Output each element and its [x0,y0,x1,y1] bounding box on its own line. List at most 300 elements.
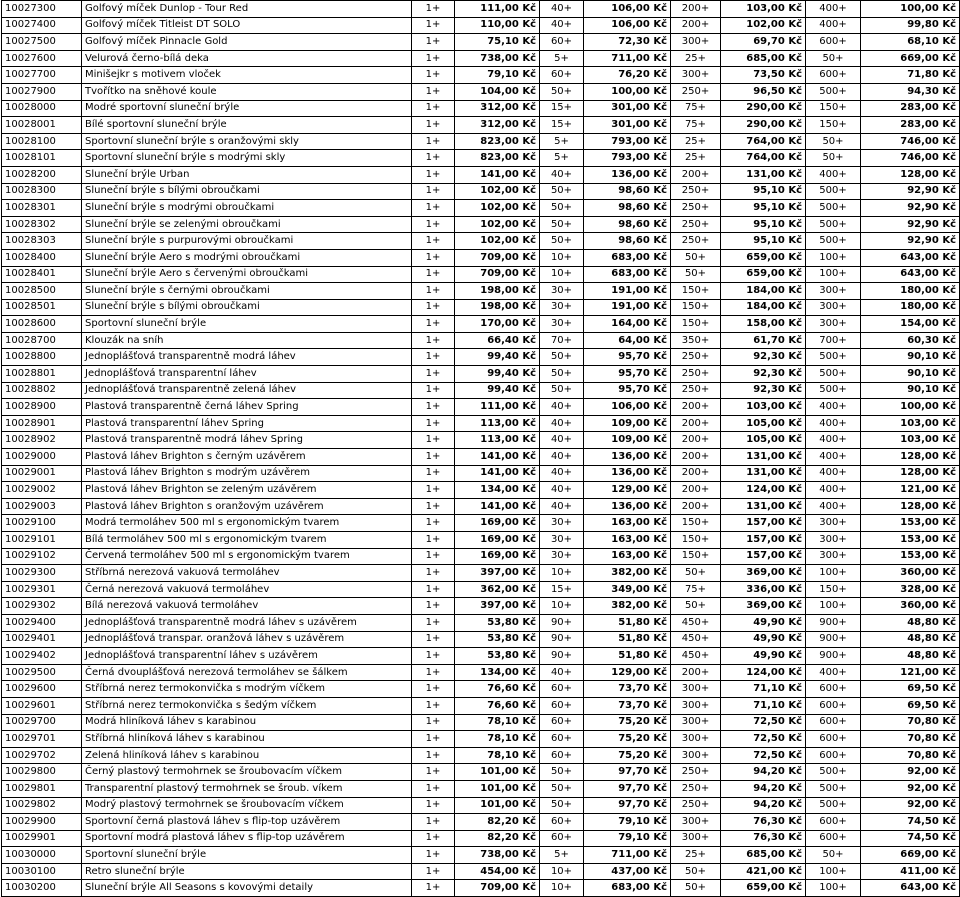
price-tier-3-cell: 76,30 Kč [721,814,806,831]
product-code-cell: 10028000 [2,100,82,117]
price-tier-4-cell: 643,00 Kč [861,249,960,266]
price-tier-4-cell: 411,00 Kč [861,863,960,880]
qty-tier-3-cell: 250+ [671,780,721,797]
price-tier-2-cell: 51,80 Kč [584,648,671,665]
price-tier-2-cell: 64,00 Kč [584,332,671,349]
qty-tier-2-cell: 30+ [540,548,584,565]
price-tier-4-cell: 92,00 Kč [861,780,960,797]
product-code-cell: 10027700 [2,67,82,84]
table-row [2,17,960,34]
price-tier-1-cell: 99,40 Kč [455,382,540,399]
qty-tier-1-cell: 1+ [412,731,455,748]
qty-tier-3-cell: 250+ [671,233,721,250]
price-tier-1-cell: 102,00 Kč [455,183,540,200]
price-tier-2-cell: 382,00 Kč [584,565,671,582]
product-code-cell: 10029700 [2,714,82,731]
qty-tier-4-cell: 500+ [806,382,861,399]
product-name-cell: Plastová transparentně černá láhev Spring [82,399,412,416]
price-tier-1-cell: 134,00 Kč [455,482,540,499]
price-tier-3-cell: 105,00 Kč [721,415,806,432]
price-tier-1-cell: 823,00 Kč [455,150,540,167]
qty-tier-3-cell: 250+ [671,366,721,383]
price-tier-4-cell: 74,50 Kč [861,814,960,831]
qty-tier-3-cell: 250+ [671,216,721,233]
qty-tier-4-cell: 300+ [806,283,861,300]
product-name-cell: Sluneční brýle s bílými obroučkami [82,183,412,200]
price-tier-2-cell: 75,20 Kč [584,714,671,731]
qty-tier-3-cell: 250+ [671,183,721,200]
table-row [2,880,960,897]
qty-tier-4-cell: 500+ [806,780,861,797]
qty-tier-1-cell: 1+ [412,548,455,565]
qty-tier-4-cell: 50+ [806,133,861,150]
product-name-cell: Jednoplášťová transparentní láhev s uzávěrem [82,648,412,665]
price-tier-1-cell: 134,00 Kč [455,664,540,681]
price-tier-3-cell: 685,00 Kč [721,50,806,67]
product-code-cell: 10029802 [2,797,82,814]
price-tier-3-cell: 76,30 Kč [721,830,806,847]
price-tier-2-cell: 793,00 Kč [584,150,671,167]
qty-tier-4-cell: 400+ [806,465,861,482]
product-name-cell: Zelená hliníková láhev s karabinou [82,747,412,764]
price-tier-3-cell: 95,10 Kč [721,200,806,217]
qty-tier-3-cell: 50+ [671,249,721,266]
price-tier-4-cell: 283,00 Kč [861,100,960,117]
product-name-cell: Sportovní černá plastová láhev s flip-top uzávěrem [82,814,412,831]
qty-tier-4-cell: 500+ [806,233,861,250]
qty-tier-3-cell: 150+ [671,515,721,532]
qty-tier-3-cell: 75+ [671,117,721,134]
product-name-cell: Modrý plastový termohrnek se šroubovacím víčkem [82,797,412,814]
product-name-cell: Sluneční brýle Aero s modrými obroučkami [82,249,412,266]
price-tier-2-cell: 163,00 Kč [584,548,671,565]
price-tier-3-cell: 369,00 Kč [721,598,806,615]
product-name-cell: Modrá hliníková láhev s karabinou [82,714,412,731]
qty-tier-2-cell: 40+ [540,498,584,515]
product-code-cell: 10029001 [2,465,82,482]
table-row [2,565,960,582]
table-row [2,399,960,416]
qty-tier-2-cell: 50+ [540,183,584,200]
qty-tier-2-cell: 90+ [540,631,584,648]
product-name-cell: Minišejkr s motivem vloček [82,67,412,84]
table-row [2,614,960,631]
product-name-cell: Stříbrná nerezová vakuová termoláhev [82,565,412,582]
qty-tier-2-cell: 50+ [540,780,584,797]
qty-tier-3-cell: 300+ [671,34,721,51]
product-code-cell: 10027500 [2,34,82,51]
product-code-cell: 10028302 [2,216,82,233]
product-code-cell: 10029402 [2,648,82,665]
qty-tier-3-cell: 50+ [671,863,721,880]
price-tier-2-cell: 95,70 Kč [584,366,671,383]
product-code-cell: 10029901 [2,830,82,847]
qty-tier-2-cell: 60+ [540,697,584,714]
qty-tier-3-cell: 300+ [671,697,721,714]
product-code-cell: 10027300 [2,1,82,18]
product-code-cell: 10029800 [2,764,82,781]
price-tier-3-cell: 72,50 Kč [721,714,806,731]
qty-tier-3-cell: 150+ [671,283,721,300]
product-name-cell: Jednoplášťová transparentně modrá láhev [82,349,412,366]
qty-tier-1-cell: 1+ [412,183,455,200]
qty-tier-1-cell: 1+ [412,50,455,67]
qty-tier-1-cell: 1+ [412,233,455,250]
qty-tier-2-cell: 10+ [540,880,584,897]
price-tier-4-cell: 153,00 Kč [861,532,960,549]
price-tier-1-cell: 99,40 Kč [455,366,540,383]
qty-tier-2-cell: 50+ [540,233,584,250]
qty-tier-4-cell: 100+ [806,598,861,615]
qty-tier-2-cell: 50+ [540,200,584,217]
qty-tier-3-cell: 300+ [671,714,721,731]
product-name-cell: Sluneční brýle se zelenými obroučkami [82,216,412,233]
price-tier-1-cell: 169,00 Kč [455,515,540,532]
qty-tier-4-cell: 600+ [806,34,861,51]
qty-tier-1-cell: 1+ [412,316,455,333]
product-code-cell: 10030200 [2,880,82,897]
price-tier-3-cell: 95,10 Kč [721,216,806,233]
price-tier-4-cell: 643,00 Kč [861,880,960,897]
table-row [2,581,960,598]
qty-tier-3-cell: 200+ [671,399,721,416]
qty-tier-3-cell: 300+ [671,830,721,847]
product-code-cell: 10030000 [2,847,82,864]
qty-tier-1-cell: 1+ [412,299,455,316]
qty-tier-1-cell: 1+ [412,200,455,217]
table-row [2,283,960,300]
product-name-cell: Transparentní plastový termohrnek se šroub. víkem [82,780,412,797]
product-code-cell: 10028101 [2,150,82,167]
price-tier-3-cell: 102,00 Kč [721,17,806,34]
product-code-cell: 10029102 [2,548,82,565]
qty-tier-1-cell: 1+ [412,399,455,416]
price-tier-4-cell: 94,30 Kč [861,83,960,100]
price-tier-1-cell: 362,00 Kč [455,581,540,598]
price-tier-3-cell: 158,00 Kč [721,316,806,333]
price-tier-2-cell: 711,00 Kč [584,847,671,864]
qty-tier-1-cell: 1+ [412,863,455,880]
product-name-cell: Červená termoláhev 500 ml s ergonomickým tvarem [82,548,412,565]
price-tier-2-cell: 164,00 Kč [584,316,671,333]
qty-tier-1-cell: 1+ [412,266,455,283]
qty-tier-1-cell: 1+ [412,814,455,831]
qty-tier-1-cell: 1+ [412,714,455,731]
qty-tier-1-cell: 1+ [412,880,455,897]
qty-tier-2-cell: 90+ [540,614,584,631]
qty-tier-4-cell: 300+ [806,515,861,532]
price-tier-4-cell: 360,00 Kč [861,565,960,582]
qty-tier-2-cell: 10+ [540,863,584,880]
qty-tier-2-cell: 30+ [540,515,584,532]
table-row [2,366,960,383]
price-tier-4-cell: 128,00 Kč [861,449,960,466]
price-tier-1-cell: 738,00 Kč [455,50,540,67]
price-tier-1-cell: 53,80 Kč [455,631,540,648]
qty-tier-1-cell: 1+ [412,498,455,515]
qty-tier-3-cell: 50+ [671,266,721,283]
price-tier-4-cell: 70,80 Kč [861,747,960,764]
price-tier-4-cell: 90,10 Kč [861,382,960,399]
qty-tier-2-cell: 50+ [540,366,584,383]
qty-tier-4-cell: 600+ [806,697,861,714]
price-tier-2-cell: 191,00 Kč [584,283,671,300]
price-tier-4-cell: 71,80 Kč [861,67,960,84]
price-tier-4-cell: 328,00 Kč [861,581,960,598]
qty-tier-1-cell: 1+ [412,67,455,84]
qty-tier-4-cell: 900+ [806,631,861,648]
qty-tier-2-cell: 50+ [540,382,584,399]
price-tier-1-cell: 82,20 Kč [455,814,540,831]
table-row [2,349,960,366]
qty-tier-2-cell: 50+ [540,216,584,233]
price-tier-3-cell: 124,00 Kč [721,482,806,499]
price-tier-2-cell: 98,60 Kč [584,216,671,233]
product-code-cell: 10028902 [2,432,82,449]
product-name-cell: Golfový míček Titleist DT SOLO [82,17,412,34]
price-tier-2-cell: 51,80 Kč [584,631,671,648]
product-name-cell: Klouzák na sníh [82,332,412,349]
price-tier-3-cell: 336,00 Kč [721,581,806,598]
price-tier-4-cell: 669,00 Kč [861,50,960,67]
qty-tier-3-cell: 300+ [671,731,721,748]
qty-tier-3-cell: 150+ [671,548,721,565]
product-code-cell: 10029100 [2,515,82,532]
qty-tier-4-cell: 900+ [806,614,861,631]
price-tier-3-cell: 157,00 Kč [721,515,806,532]
qty-tier-1-cell: 1+ [412,332,455,349]
price-tier-4-cell: 92,00 Kč [861,764,960,781]
price-tier-3-cell: 184,00 Kč [721,283,806,300]
qty-tier-1-cell: 1+ [412,216,455,233]
qty-tier-3-cell: 200+ [671,465,721,482]
qty-tier-2-cell: 5+ [540,847,584,864]
qty-tier-3-cell: 450+ [671,631,721,648]
price-tier-1-cell: 454,00 Kč [455,863,540,880]
price-tier-3-cell: 96,50 Kč [721,83,806,100]
price-tier-2-cell: 109,00 Kč [584,432,671,449]
price-tier-1-cell: 169,00 Kč [455,548,540,565]
product-name-cell: Plastová transparentně modrá láhev Spring [82,432,412,449]
product-name-cell: Stříbrná nerez termokonvička s modrým víčkem [82,681,412,698]
price-tier-1-cell: 169,00 Kč [455,532,540,549]
price-tier-4-cell: 48,80 Kč [861,648,960,665]
qty-tier-4-cell: 400+ [806,415,861,432]
qty-tier-2-cell: 5+ [540,150,584,167]
product-code-cell: 10028001 [2,117,82,134]
price-tier-3-cell: 157,00 Kč [721,548,806,565]
price-tier-1-cell: 198,00 Kč [455,283,540,300]
product-name-cell: Tvořítko na sněhové koule [82,83,412,100]
qty-tier-2-cell: 10+ [540,565,584,582]
product-code-cell: 10028301 [2,200,82,217]
qty-tier-3-cell: 350+ [671,332,721,349]
table-row [2,449,960,466]
price-tier-1-cell: 709,00 Kč [455,249,540,266]
price-tier-2-cell: 97,70 Kč [584,764,671,781]
price-tier-4-cell: 103,00 Kč [861,415,960,432]
price-tier-2-cell: 100,00 Kč [584,83,671,100]
price-tier-4-cell: 70,80 Kč [861,714,960,731]
price-tier-4-cell: 154,00 Kč [861,316,960,333]
product-code-cell: 10029500 [2,664,82,681]
price-tier-4-cell: 70,80 Kč [861,731,960,748]
price-tier-2-cell: 76,20 Kč [584,67,671,84]
table-row [2,863,960,880]
price-tier-4-cell: 746,00 Kč [861,133,960,150]
product-name-cell: Jednoplášťová transparentně modrá láhev s uzávěrem [82,614,412,631]
price-tier-1-cell: 79,10 Kč [455,67,540,84]
price-tier-3-cell: 103,00 Kč [721,399,806,416]
qty-tier-3-cell: 300+ [671,814,721,831]
price-tier-2-cell: 79,10 Kč [584,830,671,847]
qty-tier-1-cell: 1+ [412,681,455,698]
qty-tier-2-cell: 5+ [540,50,584,67]
price-tier-2-cell: 95,70 Kč [584,382,671,399]
qty-tier-4-cell: 50+ [806,50,861,67]
product-name-cell: Sluneční brýle s purpurovými obroučkami [82,233,412,250]
table-row [2,731,960,748]
product-code-cell: 10028900 [2,399,82,416]
price-tier-1-cell: 312,00 Kč [455,100,540,117]
qty-tier-1-cell: 1+ [412,432,455,449]
price-tier-2-cell: 136,00 Kč [584,449,671,466]
price-tier-2-cell: 97,70 Kč [584,780,671,797]
price-tier-1-cell: 104,00 Kč [455,83,540,100]
price-tier-2-cell: 51,80 Kč [584,614,671,631]
product-name-cell: Bílá termoláhev 500 ml s ergonomickým tvarem [82,532,412,549]
product-name-cell: Sluneční brýle s modrými obroučkami [82,200,412,217]
price-tier-1-cell: 66,40 Kč [455,332,540,349]
qty-tier-4-cell: 900+ [806,648,861,665]
product-code-cell: 10028300 [2,183,82,200]
qty-tier-1-cell: 1+ [412,150,455,167]
product-name-cell: Stříbrná hliníková láhev s karabinou [82,731,412,748]
price-tier-3-cell: 659,00 Kč [721,880,806,897]
qty-tier-1-cell: 1+ [412,697,455,714]
qty-tier-3-cell: 300+ [671,747,721,764]
qty-tier-3-cell: 25+ [671,133,721,150]
table-row [2,50,960,67]
product-name-cell: Plastová láhev Brighton s černým uzávěrem [82,449,412,466]
qty-tier-2-cell: 40+ [540,482,584,499]
price-tier-4-cell: 153,00 Kč [861,548,960,565]
price-tier-4-cell: 283,00 Kč [861,117,960,134]
table-row [2,150,960,167]
product-code-cell: 10029400 [2,614,82,631]
price-tier-3-cell: 94,20 Kč [721,797,806,814]
price-tier-2-cell: 301,00 Kč [584,100,671,117]
price-tier-4-cell: 99,80 Kč [861,17,960,34]
price-tier-3-cell: 92,30 Kč [721,349,806,366]
product-code-cell: 10029000 [2,449,82,466]
table-row [2,532,960,549]
product-code-cell: 10029401 [2,631,82,648]
qty-tier-4-cell: 600+ [806,830,861,847]
qty-tier-3-cell: 200+ [671,415,721,432]
product-name-cell: Jednoplášťová transparentně zelená láhev [82,382,412,399]
price-tier-4-cell: 669,00 Kč [861,847,960,864]
price-tier-4-cell: 90,10 Kč [861,349,960,366]
price-tier-1-cell: 76,60 Kč [455,697,540,714]
table-row [2,482,960,499]
qty-tier-3-cell: 200+ [671,498,721,515]
qty-tier-3-cell: 200+ [671,482,721,499]
qty-tier-2-cell: 40+ [540,465,584,482]
qty-tier-3-cell: 450+ [671,648,721,665]
product-name-cell: Sluneční brýle s bílými obroučkami [82,299,412,316]
qty-tier-3-cell: 50+ [671,598,721,615]
price-tier-2-cell: 95,70 Kč [584,349,671,366]
price-tier-3-cell: 72,50 Kč [721,747,806,764]
price-tier-3-cell: 131,00 Kč [721,166,806,183]
qty-tier-4-cell: 100+ [806,249,861,266]
price-tier-4-cell: 643,00 Kč [861,266,960,283]
price-tier-1-cell: 141,00 Kč [455,166,540,183]
product-code-cell: 10029600 [2,681,82,698]
qty-tier-2-cell: 30+ [540,283,584,300]
price-tier-4-cell: 121,00 Kč [861,664,960,681]
qty-tier-2-cell: 60+ [540,830,584,847]
price-tier-2-cell: 382,00 Kč [584,598,671,615]
product-code-cell: 10029300 [2,565,82,582]
table-row [2,648,960,665]
table-row [2,117,960,134]
price-tier-4-cell: 360,00 Kč [861,598,960,615]
qty-tier-2-cell: 15+ [540,100,584,117]
qty-tier-4-cell: 600+ [806,681,861,698]
qty-tier-4-cell: 500+ [806,349,861,366]
qty-tier-4-cell: 600+ [806,67,861,84]
qty-tier-4-cell: 700+ [806,332,861,349]
qty-tier-4-cell: 100+ [806,863,861,880]
qty-tier-1-cell: 1+ [412,598,455,615]
price-tier-4-cell: 90,10 Kč [861,366,960,383]
table-row [2,249,960,266]
qty-tier-3-cell: 300+ [671,681,721,698]
product-name-cell: Velurová černo-bílá deka [82,50,412,67]
price-tier-1-cell: 709,00 Kč [455,266,540,283]
price-tier-3-cell: 69,70 Kč [721,34,806,51]
product-code-cell: 10028901 [2,415,82,432]
price-tier-3-cell: 103,00 Kč [721,1,806,18]
qty-tier-4-cell: 400+ [806,17,861,34]
product-code-cell: 10027600 [2,50,82,67]
price-tier-2-cell: 73,70 Kč [584,697,671,714]
qty-tier-3-cell: 150+ [671,299,721,316]
qty-tier-1-cell: 1+ [412,532,455,549]
price-tier-4-cell: 746,00 Kč [861,150,960,167]
qty-tier-4-cell: 300+ [806,316,861,333]
qty-tier-1-cell: 1+ [412,847,455,864]
table-row [2,382,960,399]
table-row [2,515,960,532]
product-code-cell: 10029302 [2,598,82,615]
qty-tier-2-cell: 60+ [540,34,584,51]
price-tier-3-cell: 131,00 Kč [721,498,806,515]
qty-tier-3-cell: 450+ [671,614,721,631]
price-tier-3-cell: 95,10 Kč [721,233,806,250]
price-tier-1-cell: 397,00 Kč [455,565,540,582]
price-list-body [2,1,960,897]
qty-tier-2-cell: 90+ [540,648,584,665]
product-code-cell: 10029801 [2,780,82,797]
price-tier-2-cell: 136,00 Kč [584,498,671,515]
qty-tier-1-cell: 1+ [412,349,455,366]
price-tier-1-cell: 99,40 Kč [455,349,540,366]
price-tier-1-cell: 78,10 Kč [455,731,540,748]
price-tier-1-cell: 111,00 Kč [455,399,540,416]
